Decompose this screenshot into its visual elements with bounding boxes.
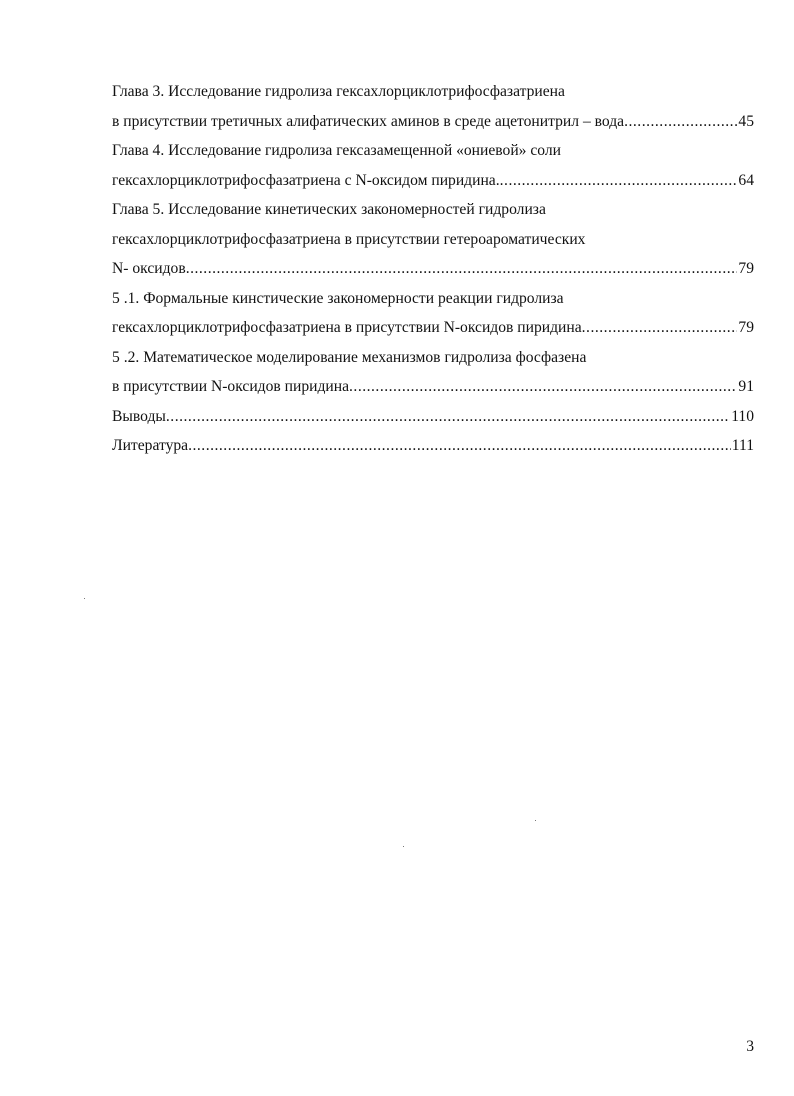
dot-leader bbox=[349, 372, 737, 402]
toc-line bbox=[112, 402, 754, 432]
toc-line bbox=[112, 225, 754, 255]
toc-entry-text: 5 .1. Формальные кинстические закономерности реакции гидролиза bbox=[112, 289, 564, 307]
toc-entry-text: в присутствии третичных алифатических аминов в среде ацетонитрил – вода bbox=[112, 112, 625, 130]
toc-entry-text: Глава 5. Исследование кинетических закономерностей гидролиза bbox=[112, 201, 546, 218]
toc-line bbox=[112, 372, 754, 402]
toc-page-number: 111 bbox=[731, 437, 754, 454]
toc-entry-text: гексахлорциклотрифосфазатриена в присутствии гетероароматических bbox=[112, 230, 586, 248]
toc-line bbox=[112, 195, 754, 225]
toc-line bbox=[112, 136, 754, 166]
toc-line bbox=[112, 107, 754, 137]
toc-page-number: 64 bbox=[738, 171, 754, 189]
dot-leader bbox=[500, 166, 738, 196]
toc-line bbox=[112, 313, 754, 343]
dot-leader bbox=[188, 431, 731, 461]
toc-entry-text: Литература bbox=[112, 437, 189, 454]
toc-line bbox=[112, 284, 754, 314]
toc-line bbox=[112, 166, 754, 196]
toc-entry-text: гексахлорциклотрифосфазатриена с N-оксидом пиридина. bbox=[112, 171, 500, 189]
toc-entry-text: Выводы bbox=[112, 407, 166, 425]
scan-speck bbox=[403, 846, 404, 847]
dot-leader bbox=[582, 313, 738, 343]
toc-entry-text: в присутствии N-оксидов пиридина bbox=[112, 378, 350, 395]
toc-page-number: 91 bbox=[738, 378, 754, 395]
dot-leader bbox=[624, 107, 737, 137]
toc-entry-text: N- оксидов bbox=[112, 260, 186, 277]
page-number: 3 bbox=[746, 1038, 754, 1055]
toc-entry-text: 5 .2. Математическое моделирование механизмов гидролиза фосфазена bbox=[112, 348, 587, 366]
toc-entry-text: гексахлорциклотрифосфазатриена в присутствии N-оксидов пиридина bbox=[112, 319, 582, 336]
scan-speck bbox=[535, 820, 536, 821]
toc-page-number: 110 bbox=[731, 407, 754, 425]
toc-line bbox=[112, 343, 754, 373]
toc-page-number: 79 bbox=[738, 260, 754, 277]
scan-speck bbox=[84, 598, 85, 599]
toc-entry-text: Глава 3. Исследование гидролиза гексахлорциклотрифосфазатриена bbox=[112, 83, 565, 100]
toc-entry-text: Глава 4. Исследование гидролиза гексазамещенной «ониевой» соли bbox=[112, 142, 562, 159]
toc-page-number: 45 bbox=[738, 112, 754, 130]
toc-page-number: 79 bbox=[738, 319, 754, 336]
toc-line bbox=[112, 77, 754, 107]
dot-leader bbox=[166, 402, 730, 432]
dot-leader bbox=[186, 254, 738, 284]
table-of-contents bbox=[112, 77, 754, 461]
toc-line bbox=[112, 431, 754, 461]
toc-line bbox=[112, 254, 754, 284]
